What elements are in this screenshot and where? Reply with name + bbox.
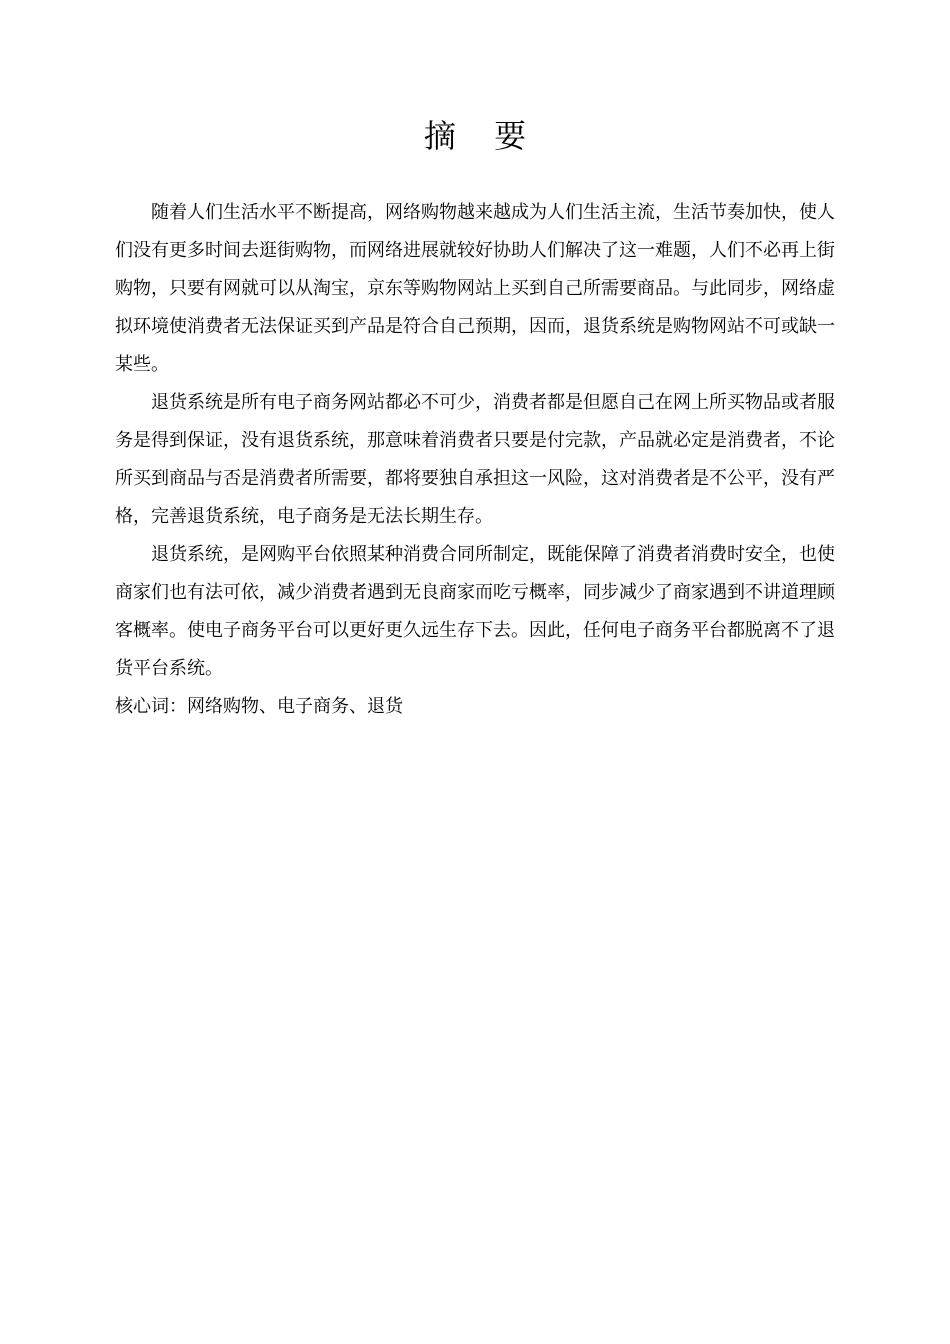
page-title: 摘 要 [423,117,541,155]
abstract-paragraph-2: 退货系统是所有电子商务网站都必不可少，消费者都是但愿自己在网上所买物品或者服务是得到保证，没有退货系统，那意味着消费者只要是付完款，产品就必定是消费者，不论所买到商品与否是消费者所需要，都将要独自承担这一风险，这对消费者是不公平，没有严格，完善退货系统，电子商务是无法长期生存。 [115,392,835,527]
abstract-paragraph-1: 随着人们生活水平不断提高，网络购物越来越成为人们生活主流，生活节奏加快，使人们没有更多时间去逛街购物，而网络进展就较好协助人们解决了这一难题，人们不必再上街购物，只要有网就可以从淘宝，京东等购物网站上买到自己所需要商品。与此同步，网络虚拟环境使消费者无法保证买到产品是符合自己预期，因而，退货系统是购物网站不可或缺一某些。 [115,202,835,375]
abstract-paragraph-3: 退货系统，是网购平台依照某种消费合同所制定，既能保障了消费者消费时安全，也使商家们也有法可依，减少消费者遇到无良商家而吃亏概率，同步减少了商家遇到不讲道理顾客概率。使电子商务平台可以更好更久远生存下去。因此，任何电子商务平台都脱离不了退货平台系统。 [115,544,835,679]
keywords-line: 核心词：网络购物、电子商务、退货 [115,696,403,717]
abstract-body [115,194,835,726]
